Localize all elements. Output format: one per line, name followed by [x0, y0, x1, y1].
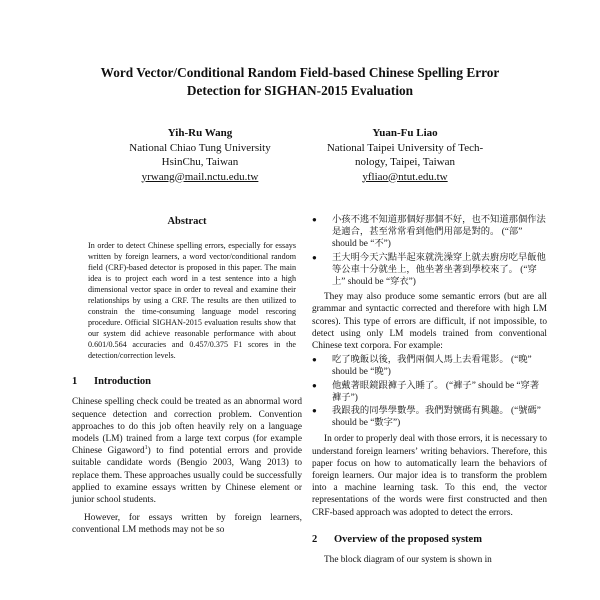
list-item	[312, 405, 547, 429]
overview-paragraph: The block diagram of our system is shown in	[324, 555, 492, 566]
example-note: (“褲子” should be “穿著褲子”)	[332, 380, 540, 403]
left-column	[72, 214, 302, 537]
example-note: (“部” should be “不”)	[332, 227, 523, 250]
author-email-link[interactable]: yrwang@mail.nctu.edu.tw	[141, 170, 259, 183]
title-line-1: Word Vector/Conditional Random Field-based Chinese Spelling Error	[100, 65, 500, 80]
intro-p1-text-b: ) to find potential errors and provide suitable candidate words (Bengio 2003, Wang 2013) to replace them. These approaches usually could be successfully applied to examine essays written by Chinese element or junior school students.	[72, 446, 302, 506]
author-affiliation: National Chiao Tung University	[129, 141, 271, 154]
example-note: (“晚” should be “晚”)	[332, 355, 532, 378]
bullet-icon: ●	[312, 380, 317, 390]
intro-paragraph-2: However, for essays written by foreign learners, conventional LM methods may not be so	[72, 513, 302, 536]
example-sentence: 王大明今天六點半起來就洗澡穿上就去廚房吃早飯他等公車十分就坐上，他坐著坐著到學校來了。	[332, 252, 546, 275]
section-title: Introduction	[94, 376, 151, 388]
example-list-1	[312, 214, 547, 288]
section-title: Overview of the proposed system	[334, 533, 482, 545]
intro-paragraph-1	[72, 396, 302, 506]
section-heading-overview	[312, 534, 547, 546]
author-affiliation: National Taipei University of Tech-	[326, 141, 484, 154]
list-item	[312, 214, 547, 251]
bullet-icon: ●	[312, 252, 317, 262]
list-item	[312, 380, 547, 404]
author-block-1	[85, 126, 315, 184]
author-block-2	[290, 126, 520, 184]
example-sentence: 我跟我的同學學數學。我們對號碼有興趣。	[332, 406, 509, 417]
list-item	[312, 252, 547, 289]
footnote-marker: 1	[144, 445, 148, 452]
approach-paragraph: In order to properly deal with those errors, it is necessary to understand foreign learners’ writing behaviors. Therefore, this paper focus on how to automatically learn the behaviors of foreign learners. Our major idea is to transform the problem into a machine learning task. To this end, the vector representations of the words were first constructed and then CRF-based approach was adopted to detect the errors.	[312, 434, 547, 518]
author-location: HsinChu, Taiwan	[161, 156, 239, 168]
author-email-link[interactable]: yfliao@ntut.edu.tw	[362, 170, 448, 183]
example-note: (“穿上” should be “穿衣”)	[332, 264, 537, 288]
abstract-heading: Abstract	[167, 216, 207, 227]
example-note: (“號碼” should be “數字”)	[332, 406, 541, 429]
section-number: 2	[312, 533, 318, 545]
abstract-text: In order to detect Chinese spelling errors, especially for essays written by foreign learners, a word vector/conditional random field (CRF)-based detector is proposed in this paper. The main idea is to project each word in a test sentence into a high dimensional vector space in order to reveal and examine their relationships by using a CRF. The results are then utilized to constrain the time-consuming language model rescoring procedure. Official SIGHAN-2015 evaluation results show that our system did achieve reasonable performance with about 0.601/0.564 accuracies and 0.457/0.375 F1 scores in the detection/correction levels.	[88, 241, 296, 361]
example-list-2	[312, 354, 547, 429]
paper-title	[40, 64, 560, 100]
bullet-icon: ●	[312, 215, 317, 224]
author-name: Yuan-Fu Liao	[372, 127, 438, 139]
title-line-2: Detection for SIGHAN-2015 Evaluation	[186, 83, 414, 98]
example-sentence: 小孩不逃不知道那個好那個不好，也不知道那個作法是適合，甚至常常看到他們用部是對的。	[332, 215, 546, 238]
right-column	[312, 214, 547, 566]
list-item	[312, 354, 547, 378]
author-name: Yih-Ru Wang	[167, 127, 233, 139]
example-sentence: 他戴著眼鏡跟褲子入睡了。	[332, 380, 444, 391]
semantic-errors-paragraph: They may also produce some semantic errors (but are all grammar and syntactic corrected and therefore with high LM scores). This type of errors are difficult, if not impossible, to detect using only LM models trained from conventional Chinese text corpora. For example:	[312, 292, 547, 352]
section-number: 1	[72, 376, 78, 388]
intro-p1-text-a: Chinese spelling check could be treated as an abnormal word sequence detection and correction problem. Convention approaches to do this job often heavily rely on a language models (LM) trained from a large text corpus (for example Chinese Gigaword	[72, 397, 302, 457]
example-sentence: 吃了晚飯以後，我們兩個人馬上去看電影。	[332, 355, 509, 366]
bullet-icon: ●	[312, 355, 317, 365]
author-location: nology, Taipei, Taiwan	[355, 156, 455, 168]
section-heading-introduction	[72, 376, 302, 388]
bullet-icon: ●	[312, 406, 317, 416]
